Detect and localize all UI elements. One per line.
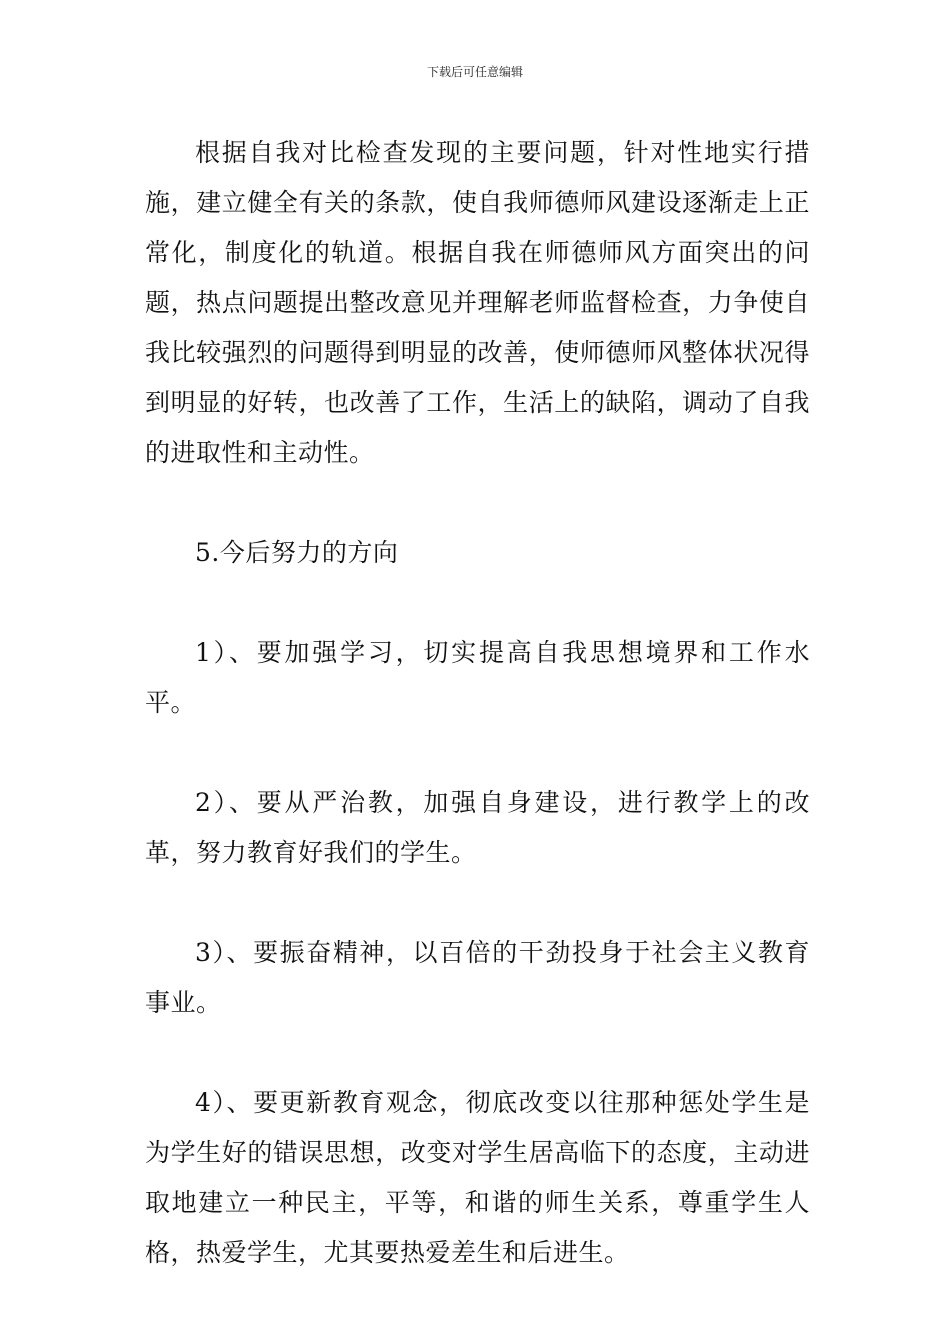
paragraph-gap bbox=[145, 578, 810, 628]
section-heading-future-direction: 5.今后努力的方向 bbox=[195, 538, 399, 567]
paragraph-gap bbox=[145, 878, 810, 928]
paragraph-gap bbox=[145, 1028, 810, 1078]
document-body bbox=[145, 128, 810, 1278]
paragraph-gap bbox=[145, 478, 810, 528]
list-item-4: 4）、要更新教育观念，彻底改变以往那种惩处学生是为学生好的错误思想，改变对学生居高临下的态度，主动进取地建立一种民主，平等，和谐的师生关系，尊重学生人格，热爱学生，尤其要热爱差生和后进生。 bbox=[145, 1088, 810, 1267]
paragraph-rectification-measures: 根据自我对比检查发现的主要问题，针对性地实行措施，建立健全有关的条款，使自我师德师风建设逐渐走上正常化，制度化的轨道。根据自我在师德师风方面突出的问题，热点问题提出整改意见并理解老师监督检查，力争使自我比较强烈的问题得到明显的改善，使师德师风整体状况得到明显的好转，也改善了工作，生活上的缺陷，调动了自我的进取性和主动性。 bbox=[145, 138, 810, 467]
list-item-1: 1）、要加强学习，切实提高自我思想境界和工作水平。 bbox=[145, 638, 810, 717]
page-header: 下载后可任意编辑 bbox=[426, 65, 523, 79]
paragraph-gap bbox=[145, 728, 810, 778]
list-item-3: 3）、要振奋精神，以百倍的干劲投身于社会主义教育事业。 bbox=[145, 938, 810, 1017]
list-item-2: 2）、要从严治教，加强自身建设，进行教学上的改革，努力教育好我们的学生。 bbox=[145, 788, 810, 867]
